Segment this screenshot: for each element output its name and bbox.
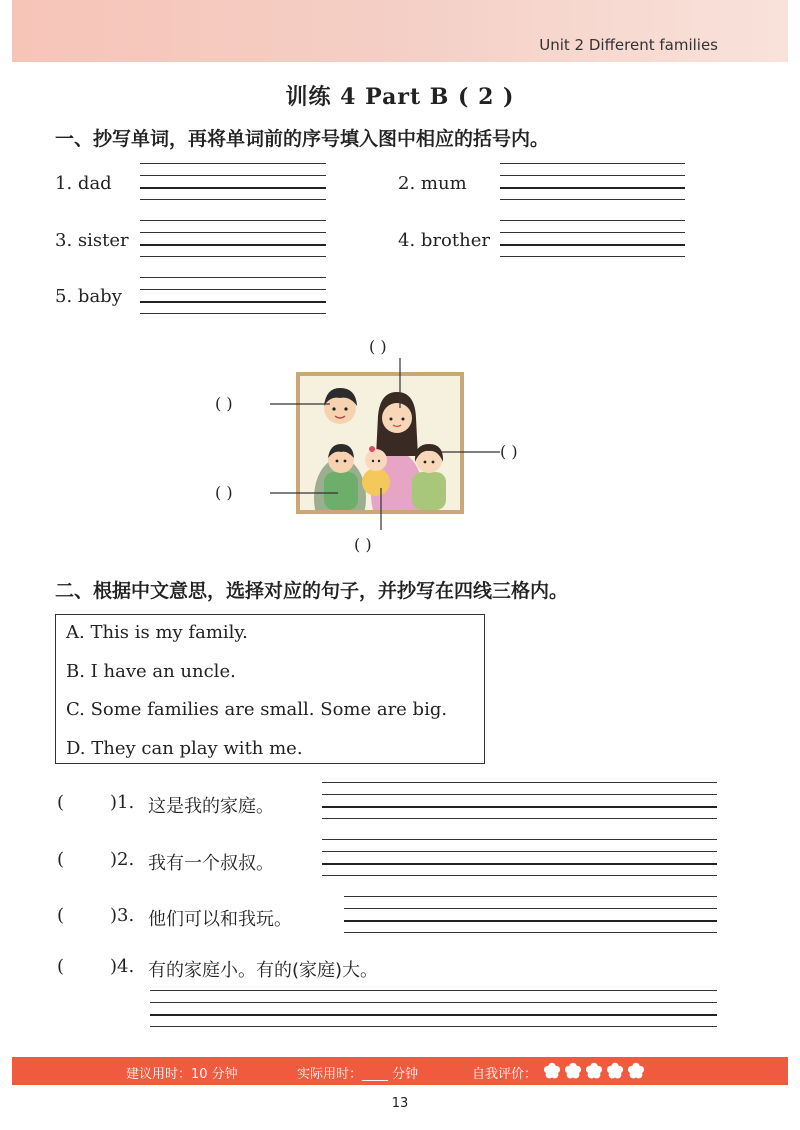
option-d: D. They can play with me. (66, 738, 303, 759)
page-title: 训练 4 Part B ( 2 ) (285, 84, 515, 110)
option-a: A. This is my family. (66, 622, 248, 643)
word-number: 1. (55, 173, 73, 194)
answer-lines-1[interactable] (322, 782, 717, 822)
actual-time: 实际用时：____ 分钟 (297, 1067, 419, 1082)
page-number: 13 (391, 1096, 409, 1111)
question-3-paren[interactable]: ( (57, 905, 65, 926)
question-2-number: )2. (110, 849, 135, 870)
question-2-text: 我有一个叔叔。 (148, 853, 274, 874)
question-1-text: 这是我的家庭。 (148, 796, 274, 817)
word-number: 2. (398, 173, 416, 194)
answer-lines-3[interactable] (344, 896, 717, 936)
rating-flower-icon[interactable] (627, 1062, 645, 1080)
answer-lines-4[interactable] (150, 990, 717, 1030)
question-3-number: )3. (110, 905, 135, 926)
answer-bracket-right[interactable]: ( ) (500, 442, 518, 461)
word-text: baby (77, 286, 122, 307)
word-text: mum (420, 173, 467, 194)
rating-stars[interactable] (543, 1062, 653, 1082)
word-number: 3. (55, 230, 73, 251)
answer-bracket-left-upper[interactable]: ( ) (215, 394, 233, 413)
word-number: 5. (55, 286, 73, 307)
option-b: B. I have an uncle. (66, 661, 236, 682)
rating-flower-icon[interactable] (543, 1062, 561, 1080)
question-1-number: )1. (110, 792, 135, 813)
unit-label: Unit 2 Different families (539, 36, 718, 54)
section-2-heading: 二、根据中文意思，选择对应的句子，并抄写在四线三格内。 (55, 580, 569, 602)
question-1-paren[interactable]: ( (57, 792, 65, 813)
word-text: sister (77, 230, 129, 251)
word-text: brother (420, 230, 490, 251)
answer-bracket-left-lower[interactable]: ( ) (215, 483, 233, 502)
question-4-text: 有的家庭小。有的(家庭)大。 (148, 960, 379, 981)
answer-bracket-top[interactable]: ( ) (369, 337, 387, 356)
option-c: C. Some families are small. Some are big. (66, 699, 448, 720)
section-1-heading: 一、抄写单词，再将单词前的序号填入图中相应的括号内。 (55, 128, 550, 150)
question-3-text: 他们可以和我玩。 (148, 909, 292, 930)
suggested-time: 建议用时：10 分钟 (126, 1067, 238, 1082)
question-4-paren[interactable]: ( (57, 956, 65, 977)
word-text: dad (77, 173, 112, 194)
rating-flower-icon[interactable] (564, 1062, 582, 1080)
rating-flower-icon[interactable] (606, 1062, 624, 1080)
rating-flower-icon[interactable] (585, 1062, 603, 1080)
self-evaluation-label: 自我评价： (472, 1067, 538, 1082)
word-number: 4. (398, 230, 416, 251)
answer-bracket-bottom[interactable]: ( ) (354, 535, 372, 554)
question-2-paren[interactable]: ( (57, 849, 65, 870)
answer-lines-2[interactable] (322, 839, 717, 879)
question-4-number: )4. (110, 956, 135, 977)
